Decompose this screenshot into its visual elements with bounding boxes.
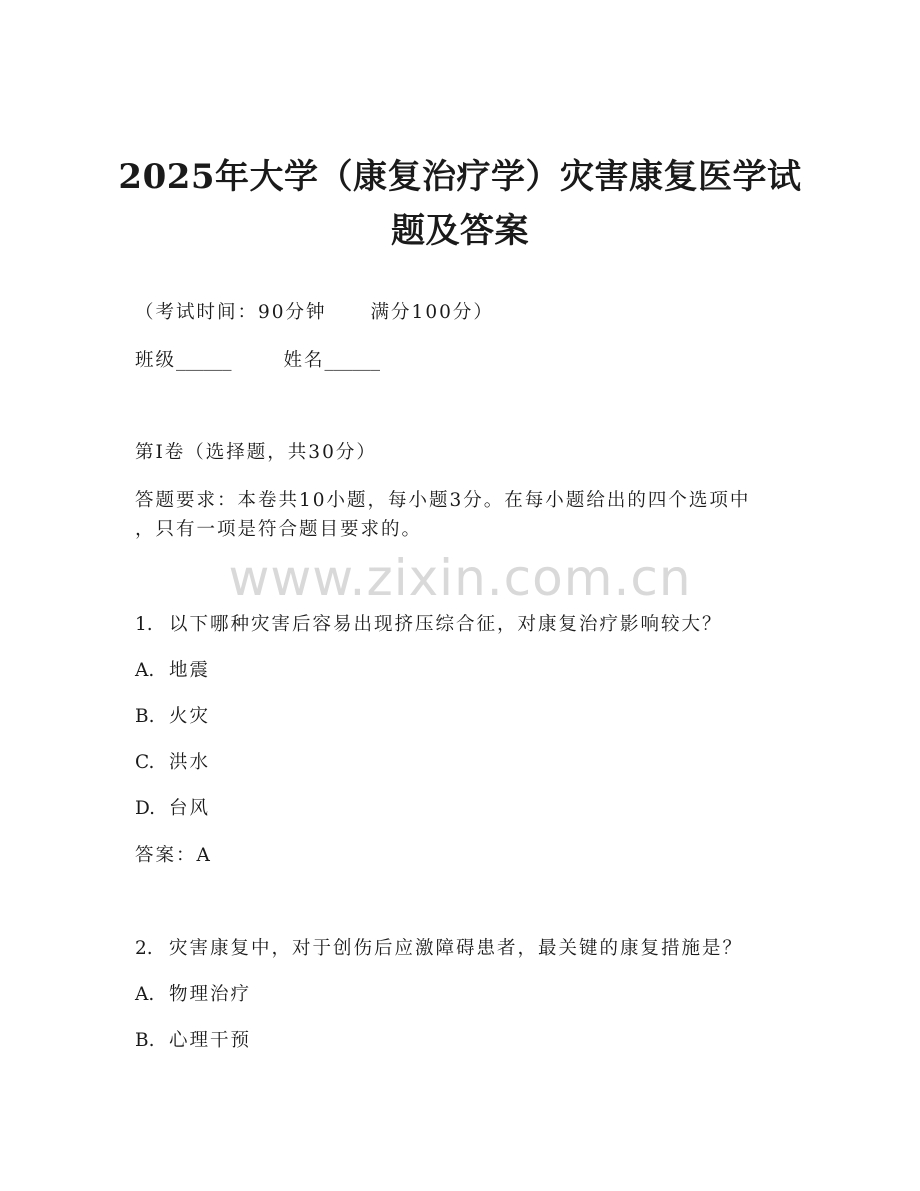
option-text: 心理干预: [169, 1030, 252, 1051]
name-blank: ______: [324, 350, 381, 371]
question-2: [135, 935, 743, 963]
q1-option-b: [135, 703, 210, 731]
option-letter: B.: [135, 1030, 155, 1051]
question-number: 1.: [135, 614, 153, 635]
option-text: 物理治疗: [169, 984, 252, 1005]
q2-option-b: [135, 1027, 251, 1055]
question-number: 2.: [135, 938, 153, 959]
section-heading: 第I卷（选择题，共30分）: [135, 442, 377, 463]
document-title: [80, 150, 840, 258]
title-line-1: 2025年大学（康复治疗学）灾害康复医学试: [118, 157, 802, 197]
question-1: [135, 611, 723, 639]
q2-option-a: [135, 981, 251, 1009]
class-label: 班级: [135, 350, 177, 371]
option-text: 火灾: [169, 706, 211, 727]
q1-option-c: [135, 749, 210, 777]
option-text: 台风: [169, 798, 211, 819]
option-text: 地震: [169, 660, 211, 681]
option-letter: C.: [135, 752, 155, 773]
option-letter: A.: [135, 660, 155, 681]
requirements-line-1: 答题要求：本卷共10小题，每小题3分。在每小题给出的四个选项中: [135, 490, 751, 511]
full-score: 满分100分）: [370, 302, 494, 323]
watermark: www.zixin.com.cn: [228, 549, 692, 607]
exam-info: [135, 299, 494, 327]
option-letter: B.: [135, 706, 155, 727]
exam-time: （考试时间：90分钟: [135, 302, 327, 323]
q1-option-a: [135, 657, 210, 685]
q1-answer: 答案：A: [135, 845, 212, 866]
option-letter: D.: [135, 798, 156, 819]
requirements-line-2: ，只有一项是符合题目要求的。: [135, 519, 423, 540]
option-letter: A.: [135, 984, 155, 1005]
question-text: 以下哪种灾害后容易出现挤压综合征，对康复治疗影响较大？: [169, 614, 723, 635]
question-text: 灾害康复中，对于创伤后应激障碍患者，最关键的康复措施是？: [169, 938, 744, 959]
q1-option-d: [135, 795, 210, 823]
student-fields: [135, 347, 380, 375]
title-line-2: 题及答案: [391, 211, 529, 251]
class-blank: ______: [176, 350, 232, 371]
option-text: 洪水: [169, 752, 211, 773]
name-label: 姓名: [283, 350, 325, 371]
